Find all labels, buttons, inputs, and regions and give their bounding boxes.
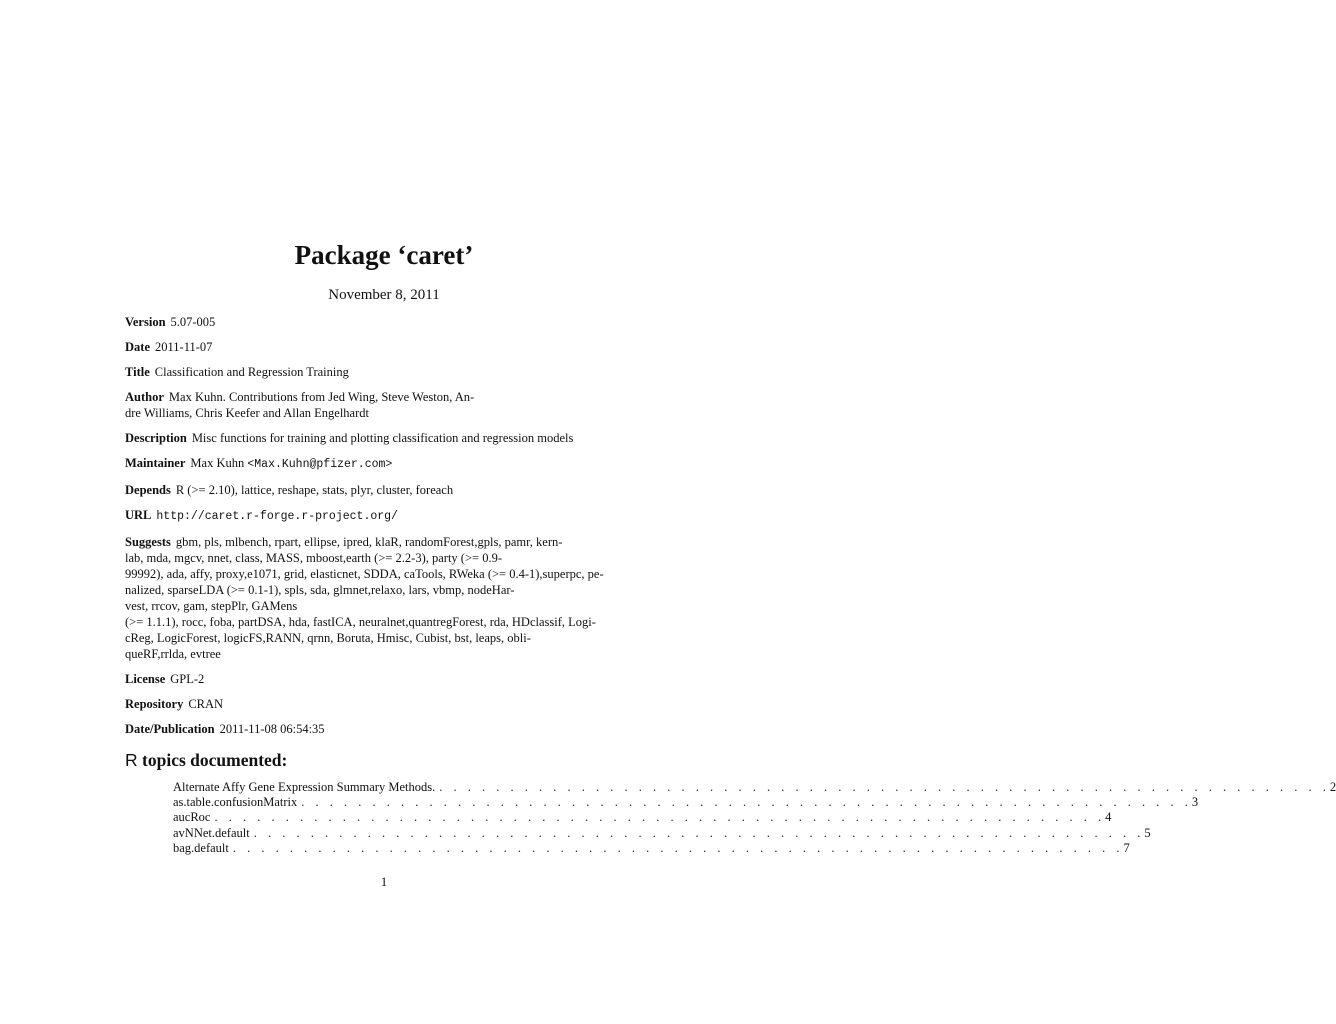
toc-entry-page: 5: [1144, 825, 1151, 840]
maintainer-email: <Max.Kuhn@pfizer.com>: [247, 458, 393, 471]
field-value: Classification and Regression Training: [154, 365, 349, 379]
field-label: License: [125, 672, 166, 686]
toc-entry-name: avNNet.default: [173, 825, 250, 840]
toc-entry[interactable]: [173, 795, 1199, 810]
field-author: [125, 389, 640, 421]
field-value: 2011-11-07: [155, 340, 213, 354]
document-date: November 8, 2011: [328, 287, 440, 303]
field-value: Misc functions for training and plotting classification and regression models: [191, 431, 574, 445]
field-label: Date: [125, 340, 150, 354]
field-value-line: 99992), ada, affy, proxy,e1071, grid, elasticnet, SDDA, caTools, RWeka (>= 0.4-1),superpc, pe-: [125, 567, 604, 581]
field-label: Suggests: [125, 535, 171, 549]
toc-entry[interactable]: [173, 840, 1130, 856]
field-label: Author: [125, 390, 164, 404]
field-date: [125, 339, 640, 355]
toc-leader-dots: . . . . . . . . . . . . . . . . . . . . . . . . . . . . . . . . . . . . . . . . . . . . . . . . . . . . . . . . . . . . . . .: [232, 840, 1124, 855]
toc-entry[interactable]: [173, 825, 1151, 841]
page-number: 1: [380, 874, 388, 889]
table-of-contents: [173, 780, 1336, 856]
field-value-line: Max Kuhn. Contributions from Jed Wing, Steve Weston, An-: [168, 390, 475, 404]
url-link[interactable]: http://caret.r-forge.r-project.org/: [156, 510, 398, 523]
field-label: Description: [125, 431, 187, 445]
toc-leader-dots: . . . . . . . . . . . . . . . . . . . . . . . . . . . . . . . . . . . . . . . . . . . . . . . . . . . . . . . . . . . . . . .: [301, 795, 1192, 810]
field-version: [125, 314, 640, 330]
toc-entry[interactable]: [173, 810, 1112, 825]
field-label: Depends: [125, 483, 171, 497]
field-label: Title: [125, 365, 150, 379]
field-url: [125, 507, 640, 525]
toc-leader-dots: . . . . . . . . . . . . . . . . . . . . . . . . . . . . . . . . . . . . . . . . . . . . . . . . . . . . . . . . . . . . . . .: [214, 810, 1106, 825]
field-maintainer: [125, 455, 640, 473]
field-value-line: dre Williams, Chris Keefer and Allan Engelhardt: [125, 406, 369, 420]
field-publication: [125, 721, 640, 737]
toc-entry[interactable]: [173, 780, 1336, 795]
field-label: Repository: [125, 697, 184, 711]
field-label: Version: [125, 315, 166, 329]
toc-leader-dots: . . . . . . . . . . . . . . . . . . . . . . . . . . . . . . . . . . . . . . . . . . . . . . . . . . . . . . . . . . . . . . .: [253, 825, 1145, 840]
field-value: CRAN: [188, 697, 224, 711]
toc-entry-name: as.table.confusionMatrix: [173, 795, 298, 810]
field-value: 5.07-005: [170, 315, 216, 329]
field-label: Maintainer: [125, 456, 186, 470]
field-depends: [125, 482, 640, 498]
toc-entry-page: 7: [1123, 840, 1130, 855]
field-value-line: gbm, pls, mlbench, rpart, ellipse, ipred, klaR, randomForest,gpls, pamr, kern-: [175, 535, 563, 549]
toc-heading-r: R: [125, 750, 138, 770]
field-value-line: vest, rrcov, gam, stepPlr, GAMens: [125, 599, 298, 613]
toc-entry-name: bag.default: [173, 840, 229, 855]
maintainer-name: Max Kuhn: [190, 456, 245, 470]
field-label: Date/Publication: [125, 722, 215, 736]
toc-entry-page: 4: [1105, 810, 1112, 825]
toc-entry-page: 2: [1329, 780, 1336, 794]
toc-heading-text: topics documented:: [137, 750, 288, 770]
field-value-line: (>= 1.1.1), rocc, foba, partDSA, hda, fastICA, neuralnet,quantregForest, rda, HDclassif, Logi-: [125, 615, 596, 629]
field-value: 2011-11-08 06:54:35: [219, 722, 325, 736]
document-title: Package ‘caret’: [294, 240, 474, 270]
field-value-line: queRF,rrlda, evtree: [125, 647, 221, 661]
field-title: [125, 364, 640, 380]
field-value-line: nalized, sparseLDA (>= 0.1-1), spls, sda, glmnet,relaxo, lars, vbmp, nodeHar-: [125, 583, 515, 597]
toc-entry-page: 3: [1191, 795, 1199, 810]
toc-leader-dots: . . . . . . . . . . . . . . . . . . . . . . . . . . . . . . . . . . . . . . . . . . . . . . . . . . . . . . . . . . . . . . .: [439, 780, 1330, 794]
field-label: URL: [125, 508, 152, 522]
field-license: [125, 671, 640, 687]
description-fields: [125, 314, 640, 746]
toc-heading: [125, 750, 287, 771]
toc-entry-name: aucRoc: [173, 810, 211, 825]
field-suggests: [125, 534, 640, 662]
field-value: GPL-2: [170, 672, 205, 686]
field-repository: [125, 696, 640, 712]
field-value: R (>= 2.10), lattice, reshape, stats, plyr, cluster, foreach: [175, 483, 454, 497]
field-value-line: lab, mda, mgcv, nnet, class, MASS, mboost,earth (>= 2.2-3), party (>= 0.9-: [125, 551, 502, 565]
toc-entry-name: Alternate Affy Gene Expression Summary Methods.: [173, 780, 436, 794]
field-value-line: cReg, LogicForest, logicFS,RANN, qrnn, Boruta, Hmisc, Cubist, bst, leaps, obli-: [125, 631, 531, 645]
field-description: [125, 430, 640, 446]
